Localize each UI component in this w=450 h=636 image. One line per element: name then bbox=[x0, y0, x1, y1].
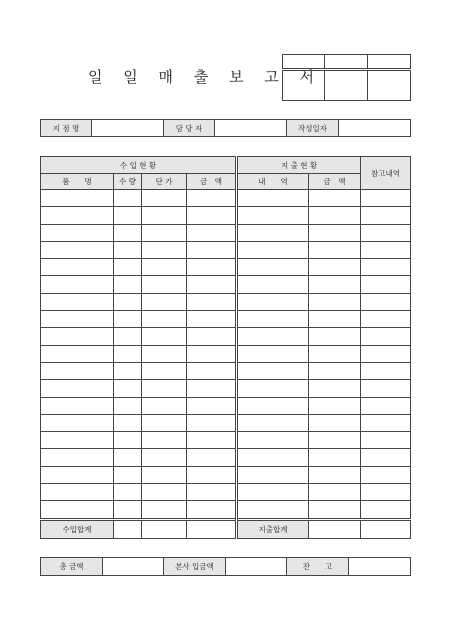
table-row bbox=[41, 207, 411, 224]
quantity-cell[interactable] bbox=[114, 207, 142, 224]
expense-detail-cell[interactable] bbox=[237, 362, 309, 379]
quantity-cell[interactable] bbox=[114, 432, 142, 449]
income-amount-cell[interactable] bbox=[187, 259, 237, 276]
unit-price-cell[interactable] bbox=[142, 466, 187, 483]
approval-head-cell bbox=[283, 55, 325, 70]
remarks-cell[interactable] bbox=[361, 328, 411, 345]
remarks-header: 참고내역 bbox=[361, 157, 411, 190]
expense-amount-cell[interactable] bbox=[309, 259, 361, 276]
income-amount-cell[interactable] bbox=[187, 190, 237, 207]
quantity-cell[interactable] bbox=[114, 501, 142, 519]
remarks-cell[interactable] bbox=[361, 276, 411, 293]
item-name-cell[interactable] bbox=[41, 466, 114, 483]
item-name-cell[interactable] bbox=[41, 207, 114, 224]
remarks-cell[interactable] bbox=[361, 501, 411, 519]
expense-detail-cell[interactable] bbox=[237, 311, 309, 328]
unit-price-cell[interactable] bbox=[142, 501, 187, 519]
expense-amount-cell[interactable] bbox=[309, 241, 361, 258]
unit-price-cell[interactable] bbox=[142, 414, 187, 431]
quantity-cell[interactable] bbox=[114, 224, 142, 241]
income-total-cell[interactable] bbox=[142, 519, 187, 538]
quantity-cell[interactable] bbox=[114, 241, 142, 258]
manager-field[interactable] bbox=[215, 120, 287, 137]
quantity-cell[interactable] bbox=[114, 380, 142, 397]
expense-amount-cell[interactable] bbox=[309, 362, 361, 379]
unit-price-cell[interactable] bbox=[142, 293, 187, 310]
expense-total-value[interactable] bbox=[309, 519, 361, 538]
item-name-cell[interactable] bbox=[41, 484, 114, 501]
remarks-cell[interactable] bbox=[361, 293, 411, 310]
unit-price-cell[interactable] bbox=[142, 345, 187, 362]
table-row bbox=[41, 293, 411, 310]
remarks-cell[interactable] bbox=[361, 345, 411, 362]
expense-amount-cell[interactable] bbox=[309, 414, 361, 431]
item-name-cell[interactable] bbox=[41, 432, 114, 449]
col-quantity: 수 량 bbox=[114, 174, 142, 190]
col-item-name: 품 명 bbox=[41, 174, 114, 190]
remarks-cell[interactable] bbox=[361, 380, 411, 397]
unit-price-cell[interactable] bbox=[142, 397, 187, 414]
expense-total-label: 지출합계 bbox=[237, 519, 309, 538]
table-row bbox=[41, 484, 411, 501]
table-row bbox=[41, 276, 411, 293]
approval-head-cell bbox=[368, 55, 411, 70]
income-amount-cell[interactable] bbox=[187, 466, 237, 483]
expense-amount-cell[interactable] bbox=[309, 224, 361, 241]
approval-sign-cell[interactable] bbox=[325, 70, 368, 101]
expense-detail-cell[interactable] bbox=[237, 276, 309, 293]
approval-box bbox=[282, 54, 411, 101]
remarks-cell[interactable] bbox=[361, 224, 411, 241]
expense-amount-cell[interactable] bbox=[309, 432, 361, 449]
income-amount-cell[interactable] bbox=[187, 432, 237, 449]
expense-detail-cell[interactable] bbox=[237, 432, 309, 449]
income-amount-cell[interactable] bbox=[187, 449, 237, 466]
expense-amount-cell[interactable] bbox=[309, 380, 361, 397]
expense-detail-cell[interactable] bbox=[237, 449, 309, 466]
quantity-cell[interactable] bbox=[114, 259, 142, 276]
remarks-total-cell[interactable] bbox=[361, 519, 411, 538]
remarks-cell[interactable] bbox=[361, 207, 411, 224]
income-amount-cell[interactable] bbox=[187, 311, 237, 328]
quantity-cell[interactable] bbox=[114, 466, 142, 483]
remarks-cell[interactable] bbox=[361, 449, 411, 466]
remarks-cell[interactable] bbox=[361, 484, 411, 501]
table-row bbox=[41, 414, 411, 431]
unit-price-cell[interactable] bbox=[142, 380, 187, 397]
item-name-cell[interactable] bbox=[41, 259, 114, 276]
unit-price-cell[interactable] bbox=[142, 207, 187, 224]
info-bar bbox=[40, 119, 411, 137]
branch-field[interactable] bbox=[92, 120, 164, 137]
hq-deposit-label: 본사 입금액 bbox=[164, 558, 226, 576]
expense-amount-cell[interactable] bbox=[309, 293, 361, 310]
quantity-cell[interactable] bbox=[114, 311, 142, 328]
remarks-cell[interactable] bbox=[361, 414, 411, 431]
expense-detail-cell[interactable] bbox=[237, 345, 309, 362]
balance-field[interactable] bbox=[349, 558, 411, 576]
expense-amount-cell[interactable] bbox=[309, 190, 361, 207]
income-amount-cell[interactable] bbox=[187, 345, 237, 362]
expense-detail-cell[interactable] bbox=[237, 241, 309, 258]
branch-label: 지 점 명 bbox=[41, 120, 92, 137]
table-row bbox=[41, 397, 411, 414]
item-name-cell[interactable] bbox=[41, 345, 114, 362]
item-name-cell[interactable] bbox=[41, 311, 114, 328]
col-expense-amount: 금 액 bbox=[309, 174, 361, 190]
item-name-cell[interactable] bbox=[41, 328, 114, 345]
date-label: 작성일자 bbox=[287, 120, 339, 137]
expense-detail-cell[interactable] bbox=[237, 259, 309, 276]
approval-head-cell bbox=[325, 55, 368, 70]
income-amount-cell[interactable] bbox=[187, 224, 237, 241]
expense-amount-cell[interactable] bbox=[309, 397, 361, 414]
expense-amount-cell[interactable] bbox=[309, 328, 361, 345]
table-row bbox=[41, 259, 411, 276]
table-row bbox=[41, 362, 411, 379]
income-amount-cell[interactable] bbox=[187, 397, 237, 414]
remarks-cell[interactable] bbox=[361, 259, 411, 276]
item-name-cell[interactable] bbox=[41, 293, 114, 310]
remarks-cell[interactable] bbox=[361, 241, 411, 258]
sales-table bbox=[40, 156, 411, 539]
expense-detail-cell[interactable] bbox=[237, 501, 309, 519]
remarks-cell[interactable] bbox=[361, 397, 411, 414]
quantity-cell[interactable] bbox=[114, 276, 142, 293]
table-row bbox=[41, 466, 411, 483]
table-row bbox=[41, 432, 411, 449]
footer-bar bbox=[40, 557, 411, 576]
table-row bbox=[41, 190, 411, 207]
col-unit-price: 단 가 bbox=[142, 174, 187, 190]
item-name-cell[interactable] bbox=[41, 380, 114, 397]
income-amount-cell[interactable] bbox=[187, 484, 237, 501]
expense-amount-cell[interactable] bbox=[309, 207, 361, 224]
remarks-cell[interactable] bbox=[361, 190, 411, 207]
quantity-cell[interactable] bbox=[114, 190, 142, 207]
expense-detail-cell[interactable] bbox=[237, 414, 309, 431]
item-name-cell[interactable] bbox=[41, 190, 114, 207]
expense-amount-cell[interactable] bbox=[309, 311, 361, 328]
remarks-cell[interactable] bbox=[361, 311, 411, 328]
item-name-cell[interactable] bbox=[41, 397, 114, 414]
table-row bbox=[41, 380, 411, 397]
table-row bbox=[41, 224, 411, 241]
income-amount-cell[interactable] bbox=[187, 241, 237, 258]
quantity-cell[interactable] bbox=[114, 328, 142, 345]
quantity-cell[interactable] bbox=[114, 362, 142, 379]
table-row bbox=[41, 501, 411, 519]
remarks-cell[interactable] bbox=[361, 466, 411, 483]
income-amount-cell[interactable] bbox=[187, 207, 237, 224]
approval-sign-cell[interactable] bbox=[283, 70, 325, 101]
income-amount-cell[interactable] bbox=[187, 380, 237, 397]
income-total-cell[interactable] bbox=[114, 519, 142, 538]
quantity-cell[interactable] bbox=[114, 345, 142, 362]
income-amount-cell[interactable] bbox=[187, 276, 237, 293]
unit-price-cell[interactable] bbox=[142, 276, 187, 293]
hq-deposit-field[interactable] bbox=[226, 558, 287, 576]
expense-amount-cell[interactable] bbox=[309, 345, 361, 362]
report-title: 일 일 매 출 보 고 서 bbox=[88, 68, 323, 86]
expense-amount-cell[interactable] bbox=[309, 484, 361, 501]
manager-label: 담 당 자 bbox=[164, 120, 215, 137]
unit-price-cell[interactable] bbox=[142, 241, 187, 258]
income-amount-cell[interactable] bbox=[187, 414, 237, 431]
total-amount-field[interactable] bbox=[103, 558, 164, 576]
expense-amount-cell[interactable] bbox=[309, 466, 361, 483]
table-row bbox=[41, 311, 411, 328]
item-name-cell[interactable] bbox=[41, 449, 114, 466]
income-amount-cell[interactable] bbox=[187, 362, 237, 379]
item-name-cell[interactable] bbox=[41, 224, 114, 241]
balance-label: 잔 고 bbox=[287, 558, 349, 576]
total-amount-label: 총 금액 bbox=[41, 558, 103, 576]
unit-price-cell[interactable] bbox=[142, 432, 187, 449]
item-name-cell[interactable] bbox=[41, 414, 114, 431]
quantity-cell[interactable] bbox=[114, 484, 142, 501]
quantity-cell[interactable] bbox=[114, 293, 142, 310]
expense-detail-cell[interactable] bbox=[237, 397, 309, 414]
expense-detail-cell[interactable] bbox=[237, 328, 309, 345]
unit-price-cell[interactable] bbox=[142, 362, 187, 379]
expense-detail-cell[interactable] bbox=[237, 207, 309, 224]
unit-price-cell[interactable] bbox=[142, 484, 187, 501]
expense-detail-cell[interactable] bbox=[237, 224, 309, 241]
expense-detail-cell[interactable] bbox=[237, 466, 309, 483]
item-name-cell[interactable] bbox=[41, 276, 114, 293]
income-header: 수 입 현 황 bbox=[41, 157, 237, 174]
expense-detail-cell[interactable] bbox=[237, 484, 309, 501]
unit-price-cell[interactable] bbox=[142, 190, 187, 207]
item-name-cell[interactable] bbox=[41, 362, 114, 379]
unit-price-cell[interactable] bbox=[142, 449, 187, 466]
approval-sign-cell[interactable] bbox=[368, 70, 411, 101]
remarks-cell[interactable] bbox=[361, 432, 411, 449]
quantity-cell[interactable] bbox=[114, 397, 142, 414]
table-row bbox=[41, 345, 411, 362]
date-field[interactable] bbox=[339, 120, 411, 137]
unit-price-cell[interactable] bbox=[142, 328, 187, 345]
unit-price-cell[interactable] bbox=[142, 224, 187, 241]
income-amount-cell[interactable] bbox=[187, 501, 237, 519]
remarks-cell[interactable] bbox=[361, 362, 411, 379]
table-row bbox=[41, 449, 411, 466]
unit-price-cell[interactable] bbox=[142, 311, 187, 328]
expense-detail-cell[interactable] bbox=[237, 293, 309, 310]
col-expense-detail: 내 역 bbox=[237, 174, 309, 190]
expense-detail-cell[interactable] bbox=[237, 380, 309, 397]
expense-header: 지 출 현 황 bbox=[237, 157, 361, 174]
col-income-amount: 금 액 bbox=[187, 174, 237, 190]
income-total-value[interactable] bbox=[187, 519, 237, 538]
expense-amount-cell[interactable] bbox=[309, 449, 361, 466]
expense-detail-cell[interactable] bbox=[237, 190, 309, 207]
expense-amount-cell[interactable] bbox=[309, 501, 361, 519]
unit-price-cell[interactable] bbox=[142, 259, 187, 276]
quantity-cell[interactable] bbox=[114, 449, 142, 466]
item-name-cell[interactable] bbox=[41, 241, 114, 258]
income-amount-cell[interactable] bbox=[187, 293, 237, 310]
table-row bbox=[41, 241, 411, 258]
income-total-label: 수입합계 bbox=[41, 519, 114, 538]
table-row bbox=[41, 328, 411, 345]
item-name-cell[interactable] bbox=[41, 501, 114, 519]
quantity-cell[interactable] bbox=[114, 414, 142, 431]
expense-amount-cell[interactable] bbox=[309, 276, 361, 293]
income-amount-cell[interactable] bbox=[187, 328, 237, 345]
